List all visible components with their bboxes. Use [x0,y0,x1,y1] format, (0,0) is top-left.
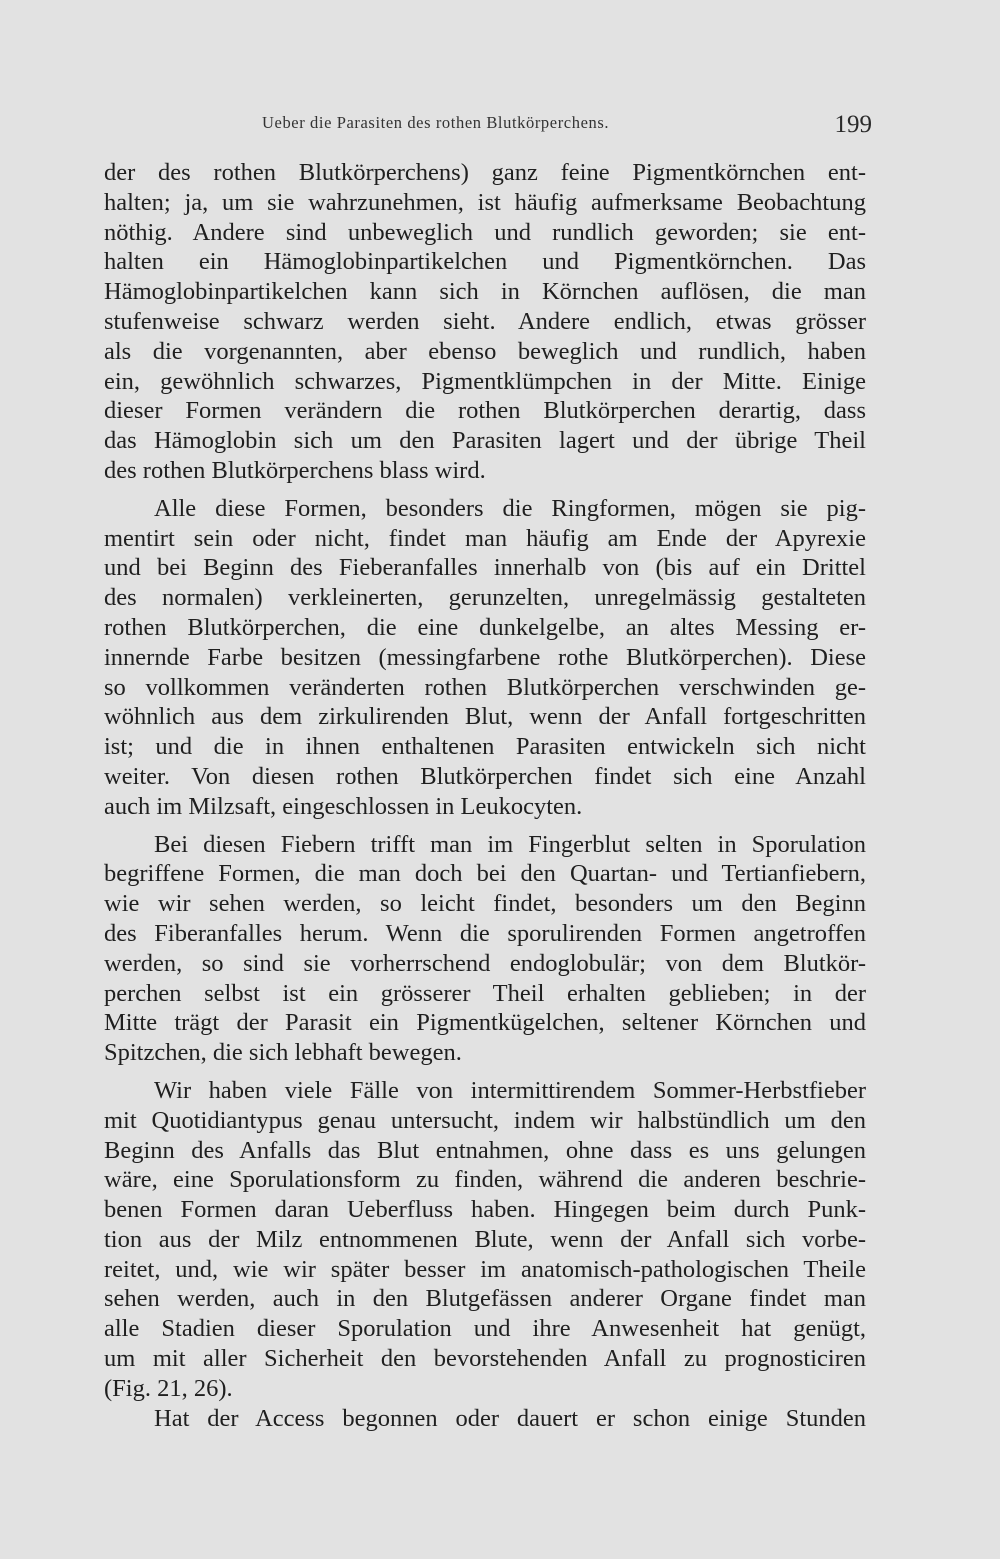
text-line: Alle diese Formen, besonders die Ringformen, mögen sie pig- [154,494,866,522]
text-line: um mit aller Sicherheit den bevorstehenden Anfall zu prognosticiren [104,1345,866,1373]
text-line: (Fig. 21, 26). [104,1374,233,1402]
text-line: mit Quotidiantypus genau untersucht, indem wir halbstündlich um den [104,1106,866,1134]
text-line: und bei Beginn des Fieberanfalles innerhalb von (bis auf ein Drittel [104,554,866,582]
text-line: innernde Farbe besitzen (messingfarbene rothe Blutkörperchen). Diese [104,643,866,671]
page-number: 199 [834,111,872,138]
page-header [262,111,872,151]
text-line: wäre, eine Sporulationsform zu finden, während die anderen beschrie- [104,1166,866,1194]
text-line: Wir haben viele Fälle von intermittirendem Sommer-Herbstfieber [154,1076,866,1104]
text-line: mentirt sein oder nicht, findet man häufig am Ende der Apyrexie [104,524,866,552]
body-text [104,158,866,1433]
text-line: des rothen Blutkörperchens blass wird. [104,456,486,484]
text-line: auch im Milzsaft, eingeschlossen in Leukocyten. [104,792,583,820]
text-line: stufenweise schwarz werden sieht. Andere endlich, etwas grösser [104,307,866,335]
running-title: Ueber die Parasiten des rothen Blutkörperchens. [262,113,610,132]
text-line: sehen werden, auch in den Blutgefässen anderer Organe findet man [104,1285,866,1313]
text-line: ein, gewöhnlich schwarzes, Pigmentklümpchen in der Mitte. Einige [104,367,866,395]
text-line: so vollkommen veränderten rothen Blutkörperchen verschwinden ge- [104,673,866,701]
text-line: reitet, und, wie wir später besser im anatomisch-pathologischen Theile [104,1255,866,1283]
text-line: begriffene Formen, die man doch bei den Quartan- und Tertianfiebern, [104,860,866,888]
text-line: Bei diesen Fiebern trifft man im Fingerblut selten in Sporulation [154,830,866,858]
text-line: rothen Blutkörperchen, die eine dunkelgelbe, an altes Messing er- [104,613,866,641]
paragraph [104,1076,866,1404]
text-line: Hat der Access begonnen oder dauert er schon einige Stunden [154,1404,866,1432]
paragraph [104,494,866,822]
paragraph [104,830,866,1068]
paragraph [104,1404,866,1434]
text-line: alle Stadien dieser Sporulation und ihre Anwesenheit hat genügt, [104,1315,866,1343]
text-line: perchen selbst ist ein grösserer Theil erhalten geblieben; in der [104,979,866,1007]
text-line: Hämoglobinpartikelchen kann sich in Körnchen auflösen, die man [104,278,866,306]
text-line: Beginn des Anfalls das Blut entnahmen, ohne dass es uns gelungen [104,1136,866,1164]
text-line: des normalen) verkleinerten, gerunzelten, unregelmässig gestalteten [104,584,866,612]
text-line: Spitzchen, die sich lebhaft bewegen. [104,1039,462,1067]
text-line: ist; und die in ihnen enthaltenen Parasiten entwickeln sich nicht [104,733,866,761]
paragraph [104,158,866,486]
text-line: tion aus der Milz entnommenen Blute, wenn der Anfall sich vorbe- [104,1225,866,1253]
text-line: nöthig. Andere sind unbeweglich und rundlich geworden; sie ent- [104,218,866,246]
text-line: des Fiberanfalles herum. Wenn die sporulirenden Formen angetroffen [104,919,866,947]
text-line: dieser Formen verändern die rothen Blutkörperchen derartig, dass [104,397,866,425]
text-line: als die vorgenannten, aber ebenso beweglich und rundlich, haben [104,337,866,365]
text-line: halten; ja, um sie wahrzunehmen, ist häufig aufmerksame Beobachtung [104,188,866,216]
text-line: das Hämoglobin sich um den Parasiten lagert und der übrige Theil [104,427,866,455]
text-line: halten ein Hämoglobinpartikelchen und Pigmentkörnchen. Das [104,248,866,276]
text-line: wie wir sehen werden, so leicht findet, besonders um den Beginn [104,890,866,918]
text-line: der des rothen Blutkörperchens) ganz feine Pigmentkörnchen ent- [104,159,866,186]
text-line: werden, so sind sie vorherrschend endoglobulär; von dem Blutkör- [104,949,866,977]
text-line: wöhnlich aus dem zirkulirenden Blut, wenn der Anfall fortgeschritten [104,703,866,731]
text-line: benen Formen daran Ueberfluss haben. Hingegen beim durch Punk- [104,1196,866,1224]
text-line: weiter. Von diesen rothen Blutkörperchen findet sich eine Anzahl [104,762,866,790]
text-line: Mitte trägt der Parasit ein Pigmentkügelchen, seltener Körnchen und [104,1009,866,1037]
